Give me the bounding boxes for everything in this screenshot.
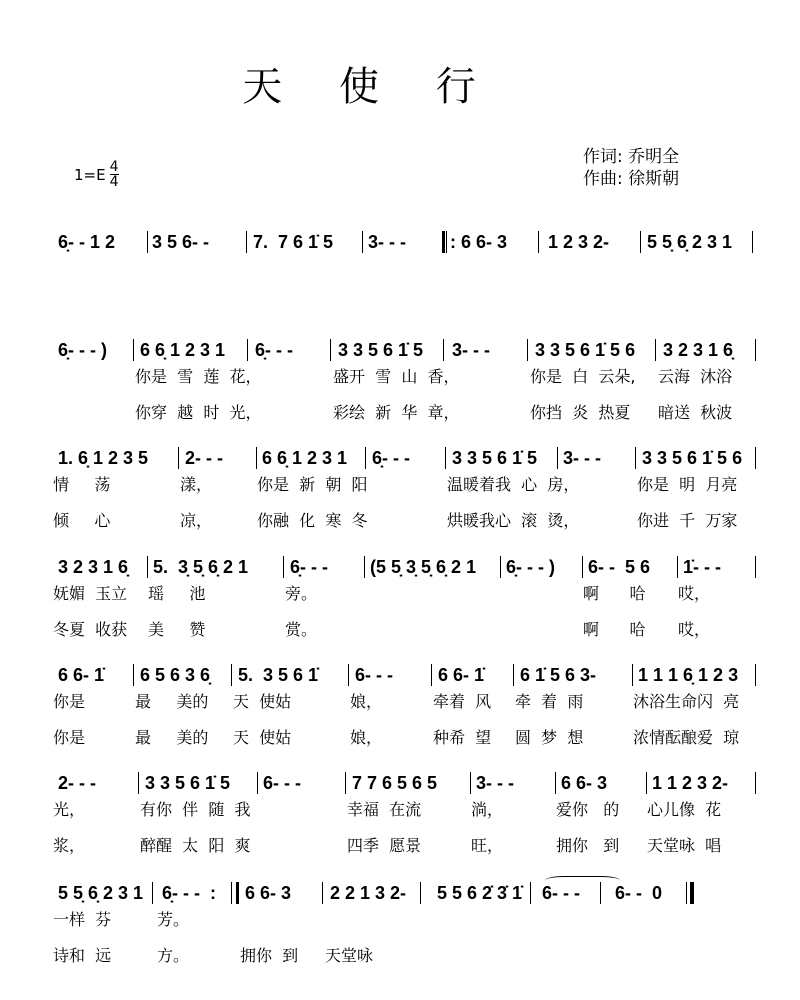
lyric-verse-2: 你融 化 寒 冬 [257, 511, 368, 530]
barline [755, 772, 756, 794]
time-top: 4 [109, 159, 119, 175]
lyric-verse-2: 你进 千 万家 [637, 511, 738, 530]
measure: 2- - - [58, 773, 96, 793]
barline [513, 664, 514, 686]
lyric-verse-1: 旁。 [285, 584, 318, 603]
composer: 作曲: 徐斯朝 [583, 169, 680, 189]
measure: 3- - - [368, 232, 406, 252]
barline [646, 772, 647, 794]
final-barline [690, 882, 694, 904]
barline [655, 339, 656, 361]
lyric-verse-1: 云海 沐浴 [658, 367, 733, 386]
measure: 3- - - [563, 448, 601, 468]
barline [147, 231, 148, 253]
lyric-verse-2: 诗和 远 [53, 946, 112, 965]
measure: 5. 3 5 6 1̇ [238, 665, 319, 685]
measure: 3- - - [452, 340, 490, 360]
measure: (5 5̣ 3̣ 5̣ 6̣ 2 1 [370, 557, 477, 577]
barline [635, 447, 636, 469]
lyric-verse-1: 沐浴生命闪 亮 [633, 692, 740, 711]
measure: 1̇- - - [683, 557, 721, 577]
lyric-verse-2: 凉， [180, 511, 213, 530]
barline [420, 882, 421, 904]
lyric-verse-1: 哎， [678, 584, 711, 603]
lyric-verse-2: 最 美的 [135, 728, 209, 747]
measure: 6- - - [355, 665, 393, 685]
lyric-verse-2: 圆 梦 想 [515, 728, 584, 747]
barline [443, 339, 444, 361]
barline [365, 447, 366, 469]
lyric-verse-2: 浓情酝酿爱 琼 [633, 728, 740, 747]
barline [345, 772, 346, 794]
barline [231, 664, 232, 686]
song-title: 天 使 行 [242, 64, 498, 110]
lyric-verse-1: 幸福 在流 [347, 800, 422, 819]
measure: 1 1 2 3 2- [652, 773, 729, 793]
barline [755, 556, 756, 578]
measure: 2- - - [185, 448, 223, 468]
lyric-verse-1: 啊 哈 [583, 584, 646, 603]
lyric-verse-1: 你是 [53, 692, 86, 711]
barline [500, 556, 501, 578]
measure: 6̣- - - [255, 340, 293, 360]
barline [632, 664, 633, 686]
lyric-verse-1: 你是 雪 莲 花， [135, 367, 262, 386]
barline [322, 882, 323, 904]
measure: 6 1̇ 5 6 3- [520, 665, 597, 685]
lyric-verse-1: 牵 着 雨 [515, 692, 584, 711]
barline [557, 447, 558, 469]
barline [600, 882, 601, 904]
lyric-verse-1: 爱你 的 [556, 800, 620, 819]
barline [755, 339, 756, 361]
barline [445, 447, 446, 469]
barline [231, 882, 232, 904]
measure: 3 5 6- - [152, 232, 210, 252]
measure: 5 5̣ 6̣ 2 3 1 [58, 883, 144, 903]
barline [755, 664, 756, 686]
lyric-verse-1: 一样 芬 [53, 910, 112, 929]
lyric-verse-2: 天 使姑 [233, 728, 292, 747]
measure: 1 1 1 6̣ 1 2 3 [638, 665, 739, 685]
barline [330, 339, 331, 361]
measure: 3 3 5 6 1̇ 5 [338, 340, 424, 360]
barline [362, 231, 363, 253]
measure: 7. 7 6 1̇ 5 [253, 232, 334, 252]
barline [582, 556, 583, 578]
barline [348, 664, 349, 686]
measure: 6- - - [542, 883, 580, 903]
lyric-verse-1: 情 荡 [53, 475, 111, 494]
lyric-verse-1: 妩媚 玉立 [53, 584, 128, 603]
measure: 7 7 6 5 6 5 [352, 773, 438, 793]
measure: 6 6̣ 1 2 3 1 [262, 448, 348, 468]
measure: 3 2 3 1 6̣ [663, 340, 734, 360]
measure: 6- - 0 [615, 883, 663, 903]
lyric-verse-2: 哎， [678, 620, 711, 639]
measure: 6̣- - 1 2 [58, 232, 116, 252]
lyric-verse-2: 娘， [350, 728, 383, 747]
barline [138, 772, 139, 794]
barline [247, 339, 248, 361]
lyric-verse-1: 温暖着我 心 房， [447, 475, 580, 494]
barline [256, 447, 257, 469]
barline [246, 231, 247, 253]
measure: 2 2 1 3 2- [330, 883, 407, 903]
lyricist: 作词: 乔明全 [583, 147, 680, 167]
lyric-verse-2: 赏。 [285, 620, 318, 639]
barline [431, 664, 432, 686]
key-label: 1=E [74, 165, 106, 184]
barline [283, 556, 284, 578]
lyric-verse-2: 你是 [53, 728, 86, 747]
barline [527, 339, 528, 361]
measure: 5 5̣ 6̣ 2 3 1 [647, 232, 733, 252]
lyric-verse-1: 淌， [471, 800, 504, 819]
measure: 6- - 5 6 [588, 557, 651, 577]
time-bottom: 4 [109, 174, 119, 190]
barline [178, 447, 179, 469]
lyric-verse-2: 拥你 到 [240, 946, 299, 965]
measure: 6 6- 3 [245, 883, 292, 903]
lyric-verse-2: 倾 心 [53, 511, 111, 530]
lyric-verse-2: 天堂咏 唱 [647, 836, 722, 855]
barline [470, 772, 471, 794]
lyric-verse-2: 醉醒 太 阳 爽 [140, 836, 251, 855]
barline [640, 231, 641, 253]
measure: 3- - - [476, 773, 514, 793]
lyric-verse-1: 心儿像 花 [647, 800, 722, 819]
lyric-verse-1: 光， [53, 800, 86, 819]
barline [538, 231, 539, 253]
lyric-verse-1: 最 美的 [135, 692, 209, 711]
lyric-verse-2: 啊 哈 [583, 620, 646, 639]
lyric-verse-2: 拥你 到 [556, 836, 620, 855]
lyric-verse-2: 你挡 炎 热夏 [530, 403, 631, 422]
barline [364, 556, 365, 578]
measure: 6- - - [263, 773, 301, 793]
measure: 3 3 5 6 1̇ 5 6 [535, 340, 636, 360]
measure: : 6 6- 3 [450, 232, 508, 252]
measure: 6 6̣ 1 2 3 1 [140, 340, 226, 360]
measure: 6̣- - - ) [506, 557, 555, 577]
lyric-verse-1: 盛开 雪 山 香， [333, 367, 460, 386]
lyric-verse-2: 浆， [53, 836, 86, 855]
lyric-verse-1: 娘， [350, 692, 383, 711]
measure: 3 2 3 1 6̣ [58, 557, 129, 577]
lyric-verse-1: 你是 新 朝 阳 [257, 475, 368, 494]
measure: 3 3 5 6 1̇ 5 [452, 448, 538, 468]
measure: 5 5 6 2̇ 3̇ 1̇ [437, 883, 523, 903]
lyric-verse-2: 彩绘 新 华 章， [333, 403, 460, 422]
measure: 3 3 5 6 1̇ 5 [145, 773, 231, 793]
measure: 6̣- - - [372, 448, 410, 468]
lyric-verse-1: 瑶 池 [148, 584, 206, 603]
lyric-verse-2: 四季 愿景 [347, 836, 422, 855]
barline [755, 447, 756, 469]
measure: 6 6- 3 [561, 773, 608, 793]
lyric-verse-1: 有你 伴 随 我 [140, 800, 251, 819]
lyric-verse-1: 牵着 风 [433, 692, 492, 711]
lyric-verse-2: 暗送 秋波 [658, 403, 733, 422]
lyric-verse-2: 旺， [471, 836, 504, 855]
tie-arc [545, 876, 620, 885]
lyric-verse-1: 你是 明 月亮 [637, 475, 738, 494]
measure: 6 5 6 3 6̣ [140, 665, 211, 685]
lyric-verse-1: 天 使姑 [233, 692, 292, 711]
lyric-verse-2: 方。 [157, 946, 190, 965]
lyric-verse-2: 美 赞 [148, 620, 206, 639]
credits [583, 146, 679, 190]
lyric-verse-2: 冬夏 收获 [53, 620, 128, 639]
barline [686, 882, 687, 904]
repeat-barline [236, 882, 239, 904]
lyric-verse-1: 芳。 [157, 910, 190, 929]
measure: 6̣- - - ) [58, 340, 107, 360]
measure: 6 6- 1̇ [438, 665, 485, 685]
barline [257, 772, 258, 794]
measure: 6 6- 1̇ [58, 665, 105, 685]
lyric-verse-2: 烘暖我心 滚 烫， [447, 511, 580, 530]
measure: 1. 6̣ 1 2 3 5 [58, 448, 149, 468]
lyric-verse-2: 种希 望 [433, 728, 492, 747]
barline [133, 664, 134, 686]
lyric-verse-2: 天堂咏 [325, 946, 374, 965]
repeat-barline [442, 231, 445, 253]
measure: 5. 3̣ 5̣ 6̣ 2 1 [153, 557, 249, 577]
barline [446, 231, 447, 253]
measure: 6̣- - - [290, 557, 328, 577]
barline [752, 231, 753, 253]
barline [147, 556, 148, 578]
lyric-verse-1: 漾， [180, 475, 213, 494]
barline [555, 772, 556, 794]
barline [133, 339, 134, 361]
barline [530, 882, 531, 904]
measure: 6̣- - - : [162, 883, 216, 903]
barline [677, 556, 678, 578]
measure: 1 2 3 2- [548, 232, 610, 252]
lyric-verse-1: 你是 白 云朵, [530, 367, 636, 386]
barline [152, 882, 153, 904]
key-signature [74, 160, 119, 189]
measure: 3 3 5 6 1̇ 5 6 [642, 448, 743, 468]
time-signature [110, 160, 119, 189]
lyric-verse-2: 你穿 越 时 光， [135, 403, 262, 422]
